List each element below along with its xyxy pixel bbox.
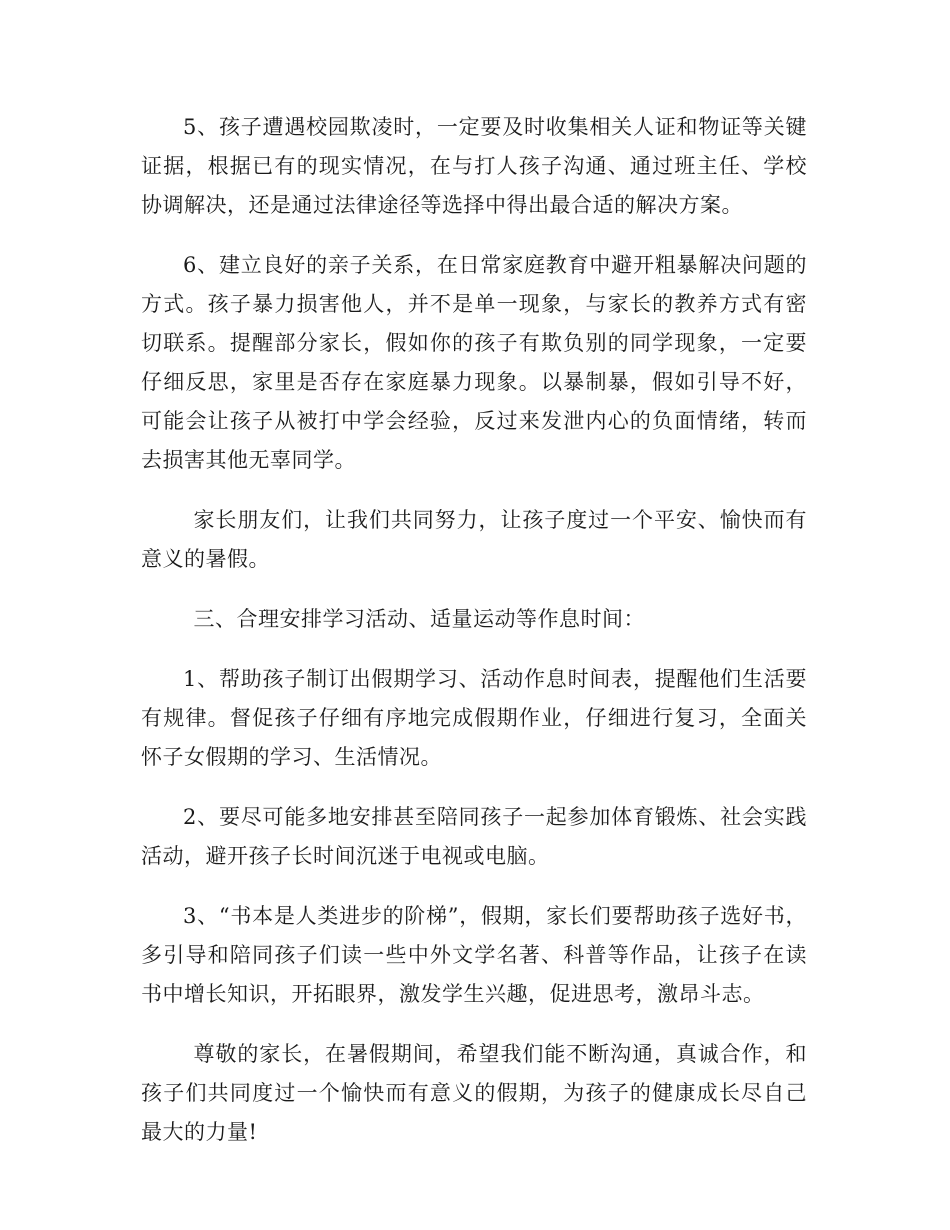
section-heading-three: 三、合理安排学习活动、适量运动等作息时间：: [193, 607, 645, 631]
paragraph-appeal: 家长朋友们，让我们共同努力，让孩子度过一个平安、愉快而有意义的暑假。: [141, 508, 807, 571]
paragraph-closing: 尊敬的家长，在暑假期间，希望我们能不断沟通，真诚合作，和孩子们共同度过一个愉快而有意义的假期，为孩子的健康成长尽自己最大的力量!: [141, 1042, 807, 1144]
document-body: [141, 108, 807, 1173]
paragraph-item-2: 2、要尽可能多地安排甚至陪同孩子一起参加体育锻炼、社会实践活动，避开孩子长时间沉迷于电视或电脑。: [141, 805, 807, 868]
paragraph-item-1: 1、帮助孩子制订出假期学习、活动作息时间表，提醒他们生活要有规律。督促孩子仔细有序地完成假期作业，仔细进行复习，全面关怀子女假期的学习、生活情况。: [141, 667, 807, 769]
paragraph-item-5: 5、孩子遭遇校园欺凌时，一定要及时收集相关人证和物证等关键证据，根据已有的现实情况，在与打人孩子沟通、通过班主任、学校协调解决，还是通过法律途径等选择中得出最合适的解决方案。: [141, 115, 807, 217]
paragraph-item-3: 3、“书本是人类进步的阶梯”，假期，家长们要帮助孩子选好书，多引导和陪同孩子们读一些中外文学名著、科普等作品，让孩子在读书中增长知识，开拓眼界，激发学生兴趣，促进思考，激昂斗志。: [141, 904, 807, 1006]
paragraph-item-6: 6、建立良好的亲子关系，在日常家庭教育中避开粗暴解决问题的方式。孩子暴力损害他人，并不是单一现象，与家长的教养方式有密切联系。提醒部分家长，假如你的孩子有欺负别的同学现象，一定要仔细反思，家里是否存在家庭暴力现象。以暴制暴，假如引导不好，可能会让孩子从被打中学会经验，反过来发泄内心的负面情绪，转而去损害其他无辜同学。: [141, 253, 807, 472]
